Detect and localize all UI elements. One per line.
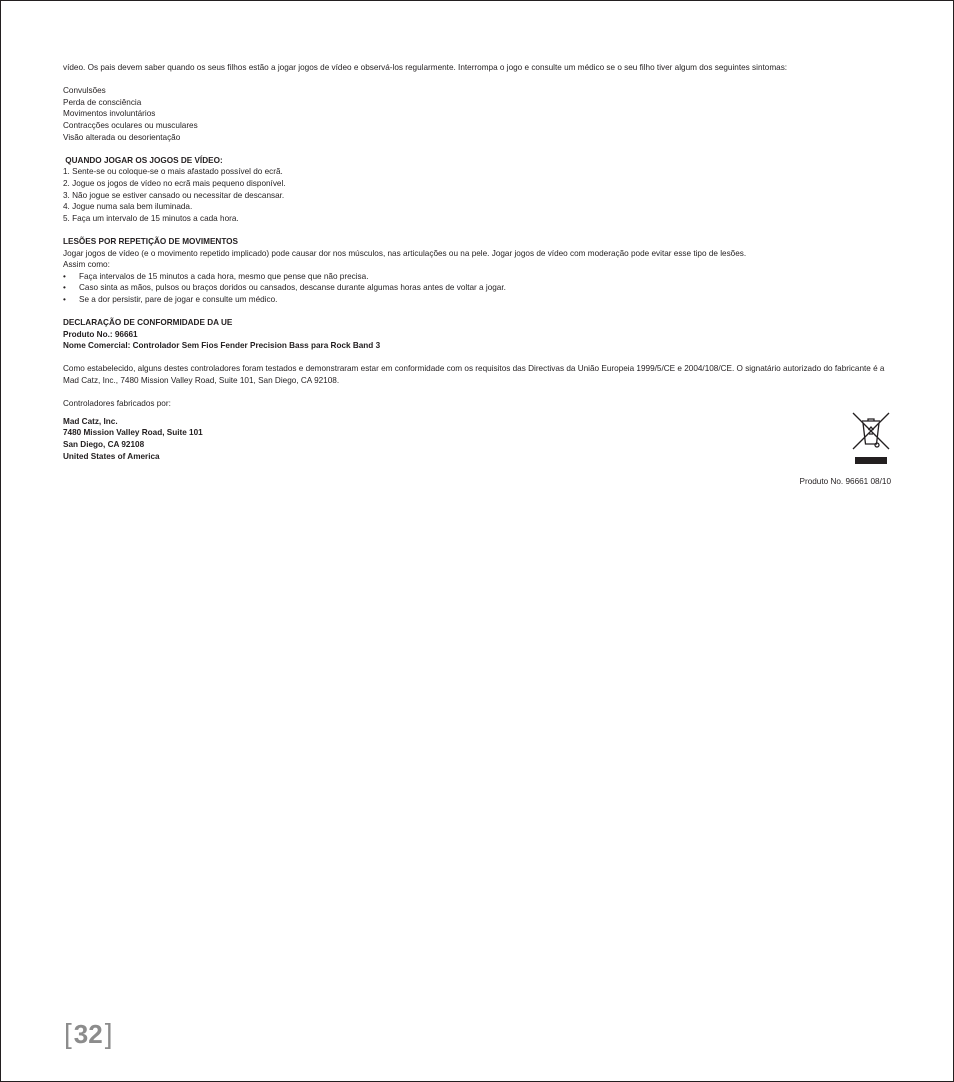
- manufacturer-line: United States of America: [63, 451, 160, 461]
- intro-paragraph: vídeo. Os pais devem saber quando os seus filhos estão a jogar jogos de vídeo e observá-los regularmente. Interrompa o jogo e consulte um médico se o seu filho tiver algum dos seguintes sintomas:: [63, 63, 788, 72]
- document-body: [63, 62, 893, 462]
- manufacturer-line: San Diego, CA 92108: [63, 440, 145, 449]
- repetitive-injuries-intro: Assim como:: [63, 260, 110, 270]
- when-playing-item: 3. Não jogue se estiver cansado ou necessitar de descansar.: [63, 190, 285, 200]
- symptom-item: Contracções oculares ou musculares: [63, 120, 198, 130]
- symptom-item: Convulsões: [63, 86, 106, 96]
- symptom-item: Movimentos involuntários: [63, 109, 156, 119]
- when-playing-item: 5. Faça um intervalo de 15 minutos a cada hora.: [63, 213, 239, 223]
- declaration-commercial-name: Nome Comercial: Controlador Sem Fios Fender Precision Bass para Rock Band 3: [63, 341, 381, 351]
- bullet-item: • Faça intervalos de 15 minutos a cada hora, mesmo que pense que não precisa.: [63, 271, 893, 283]
- when-playing-item: 1. Sente-se ou coloque-se o mais afastado possível do ecrã.: [63, 167, 283, 177]
- symptom-item: Perda de consciência: [63, 97, 142, 107]
- bullet-item: • Se a dor persistir, pare de jogar e consulte um médico.: [63, 294, 893, 306]
- declaration-text: Como estabelecido, alguns destes controladores foram testados e demonstraram estar em conformidade com os requisitos das Directivas da União Europeia 1999/5/CE e 2004/108/CE. O signatário autorizado do fabricante é a Mad Catz, Inc., 7480 Mission Valley Road, Suite 101, San Diego, CA 92108.: [63, 364, 885, 386]
- bracket-right-icon: ]: [104, 1018, 113, 1049]
- page-number: [64, 1020, 112, 1048]
- crossed-out-wheelie-bin-icon: [852, 411, 890, 465]
- page-number-value: 32: [73, 1019, 103, 1049]
- bracket-left-icon: [: [64, 1018, 72, 1049]
- manufacturer-line: 7480 Mission Valley Road, Suite 101: [63, 428, 203, 438]
- product-code: Produto No. 96661 08/10: [799, 477, 891, 486]
- when-playing-item: 2. Jogue os jogos de vídeo no ecrã mais pequeno disponível.: [63, 178, 286, 188]
- declaration-heading: DECLARAÇÃO DE CONFORMIDADE DA UE: [63, 318, 233, 328]
- when-playing-item: 4. Jogue numa sala bem iluminada.: [63, 202, 193, 212]
- declaration-product-no: Produto No.: 96661: [63, 329, 138, 339]
- repetitive-injuries-heading: LESÕES POR REPETIÇÃO DE MOVIMENTOS: [63, 236, 238, 246]
- repetitive-injuries-text: Jogar jogos de vídeo (e o movimento repetido implicado) pode causar dor nos músculos, nas articulações ou na pele. Jogar jogos de vídeo com moderação pode evitar esse tipo de lesões.: [63, 248, 747, 258]
- manufacturer-label: Controladores fabricados por:: [63, 399, 171, 409]
- symptom-item: Visão alterada ou desorientação: [63, 132, 181, 142]
- manufacturer-line: Mad Catz, Inc.: [63, 416, 118, 426]
- when-playing-heading: QUANDO JOGAR OS JOGOS DE VÍDEO:: [63, 155, 223, 165]
- bullet-item: • Caso sinta as mãos, pulsos ou braços doridos ou cansados, descanse durante algumas horas antes de voltar a jogar.: [63, 282, 893, 294]
